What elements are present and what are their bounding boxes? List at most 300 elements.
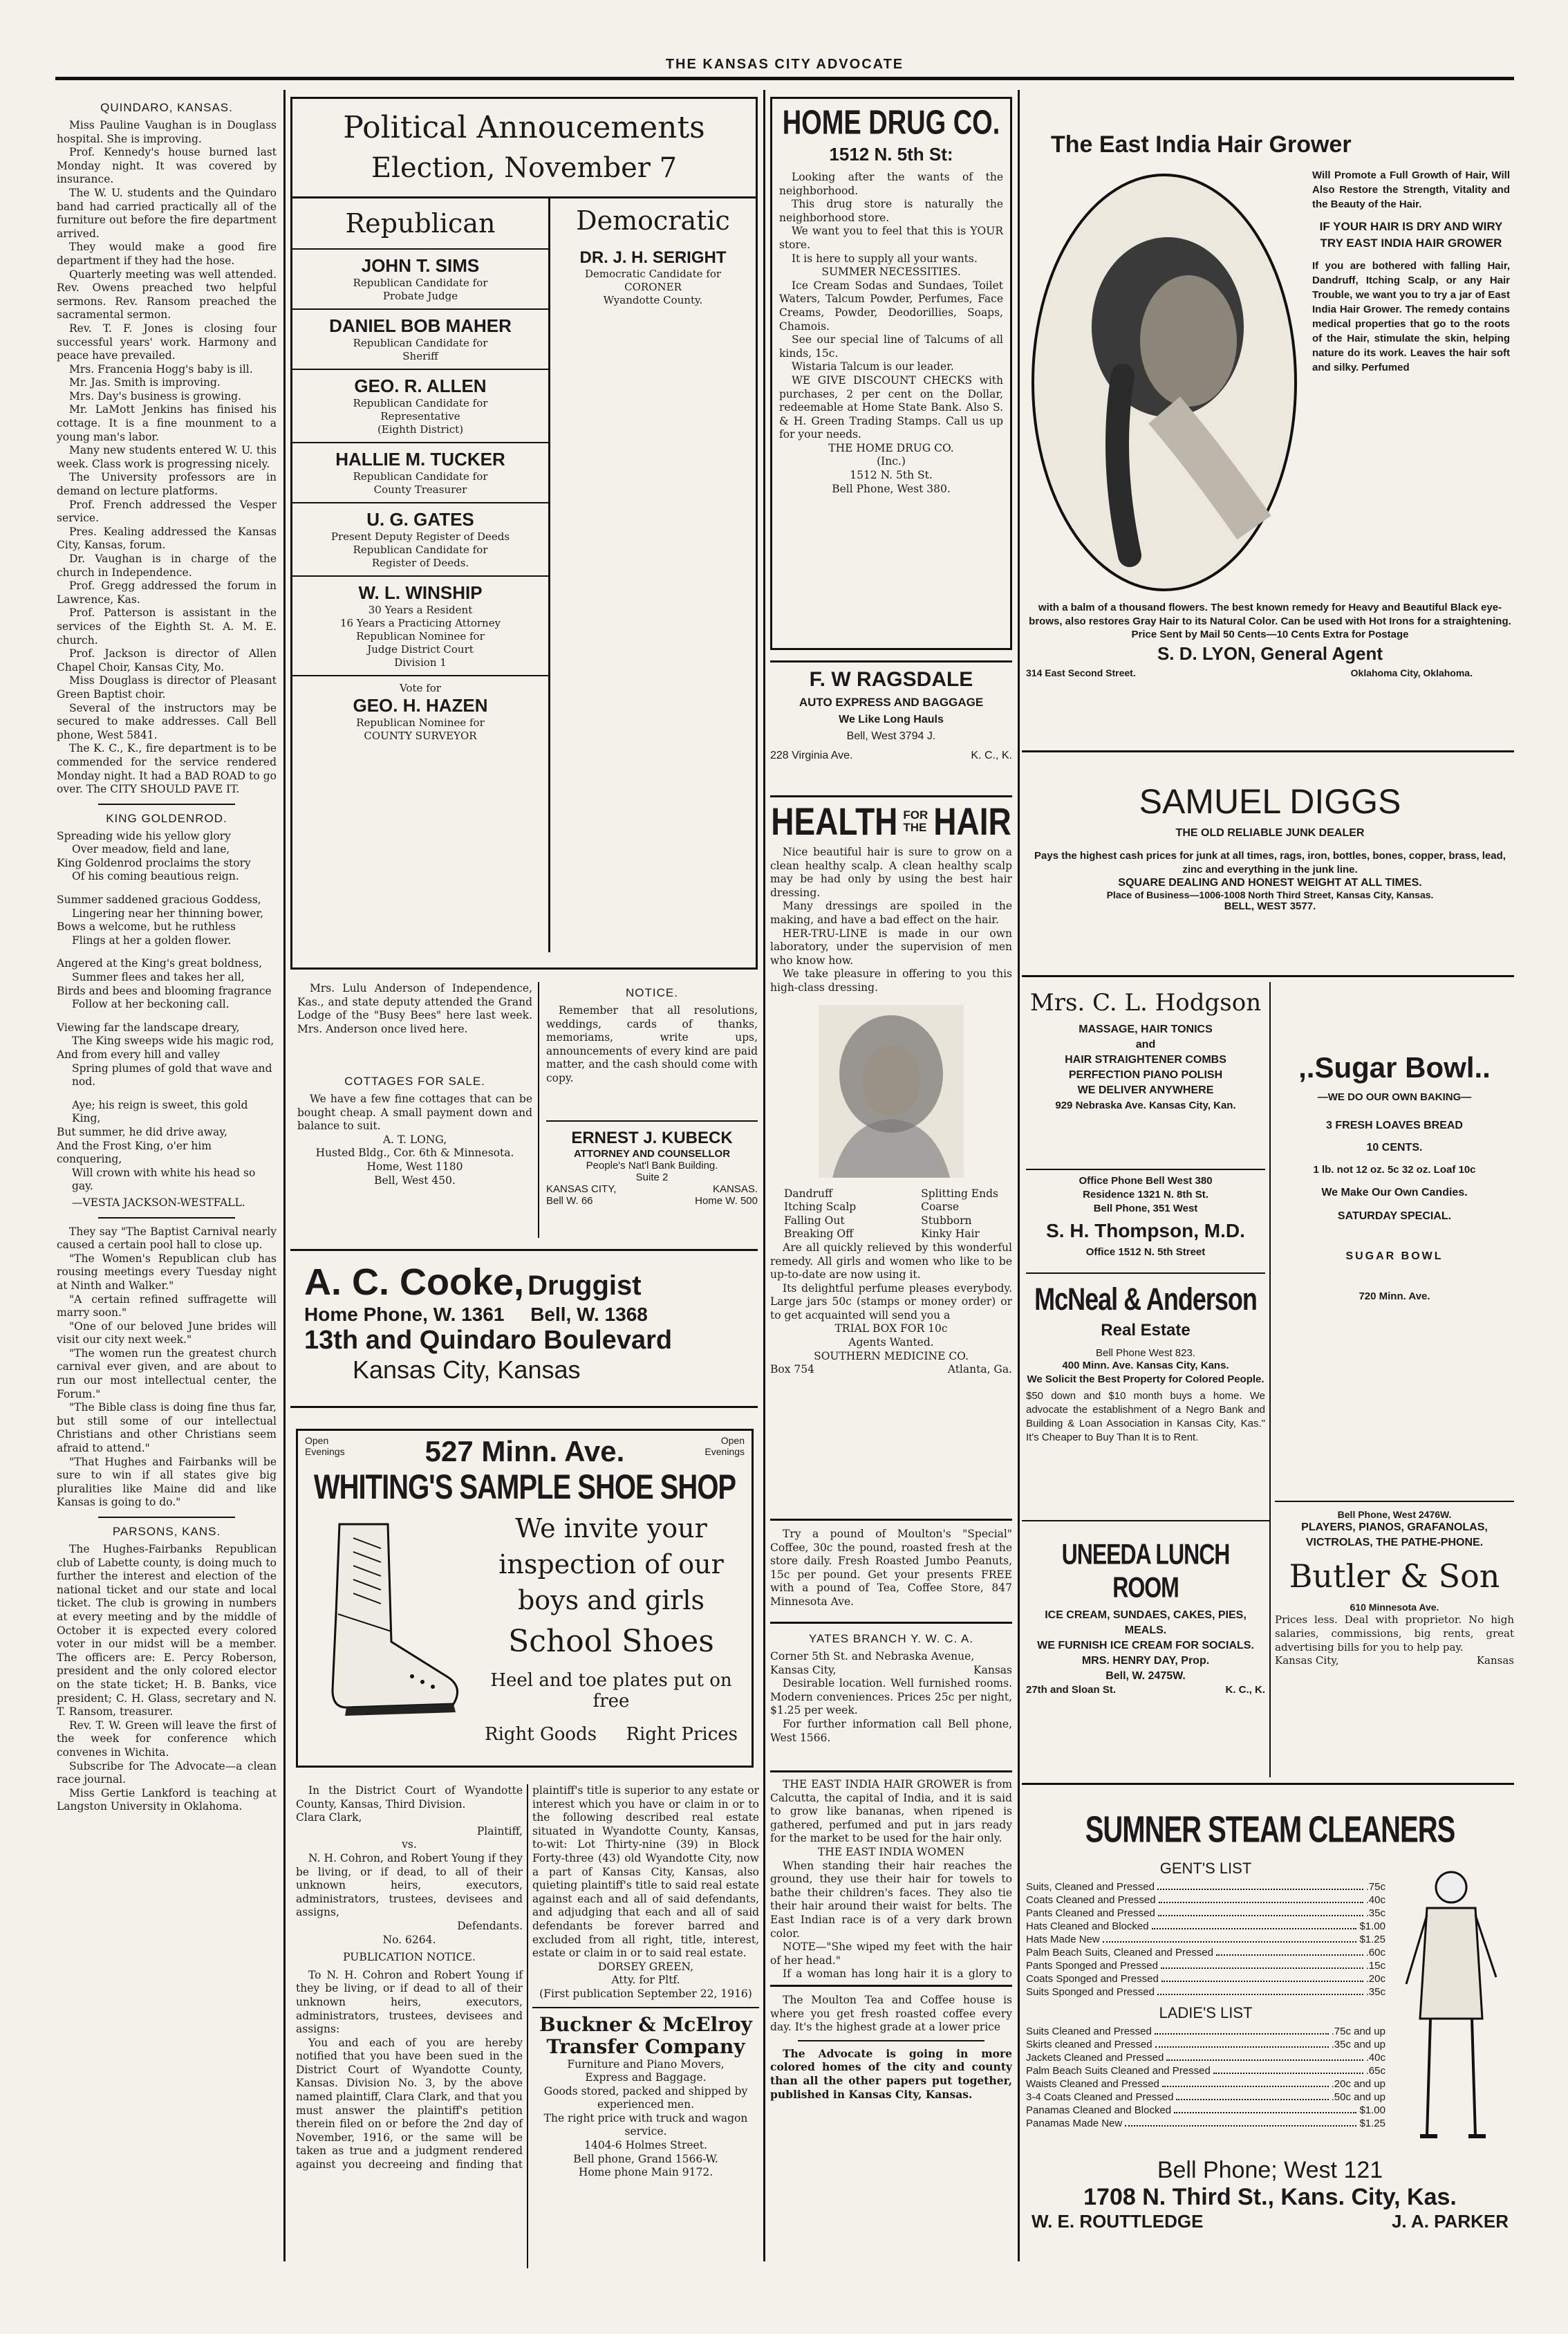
whiting-shoe-shop-ad xyxy=(296,1429,754,1768)
service-price: .35c and up xyxy=(1331,2039,1385,2050)
title-word: FOR xyxy=(903,808,928,822)
price-row xyxy=(1026,1893,1385,1907)
court-vs: vs. xyxy=(402,1838,417,1851)
cottages-heading: COTTAGES FOR SALE. xyxy=(344,1075,485,1088)
dot-leader xyxy=(1161,1972,1363,1982)
kubeck-bell-phone: Bell W. 66 xyxy=(546,1195,593,1207)
service-price: .40c xyxy=(1365,1894,1385,1906)
uneeda-line: ICE CREAM, SUNDAES, CAKES, PIES, MEALS. xyxy=(1045,1609,1247,1636)
poem-line: Summer flees and takes her all, xyxy=(72,971,245,984)
east-india-text: THE EAST INDIA HAIR GROWER is from Calcutta, the capital of India, and it is said to grow like bananas, when ripened is gathered, perfumed and put in jars ready for the market to be used for the hair only. xyxy=(770,1778,1012,1845)
cooke-address: 13th and Quindaro Boulevard xyxy=(304,1326,673,1355)
service-price: $1.25 xyxy=(1359,2118,1385,2129)
news-item: Mr. LaMott Jenkins has finised his cottage. It is a fine mounment to a young man's labor. xyxy=(57,403,277,443)
sumner-phone: Bell Phone; West 121 xyxy=(1157,2157,1383,2183)
poem-line: Viewing far the landscape dreary, xyxy=(57,1021,240,1034)
news-item: Many new students entered W. U. this week. Class work is progressing nicely. xyxy=(57,444,277,470)
kubeck-ad xyxy=(546,1120,758,1239)
mcneal-address: 400 Minn. Ave. Kansas City, Kans. xyxy=(1062,1360,1229,1371)
ywca-state: Kansas xyxy=(973,1663,1012,1676)
butler-city: Kansas City, xyxy=(1275,1654,1339,1667)
court-plaintiff: Clara Clark, xyxy=(296,1811,362,1824)
hair-grower-try: IF YOUR HAIR IS DRY AND WIRY TRY EAST INDIA HAIR GROWER xyxy=(1319,220,1503,250)
moulton-coffee-ad xyxy=(770,1519,1012,1611)
price-row xyxy=(1026,1985,1385,1999)
dot-leader xyxy=(1166,2051,1363,2061)
news-item: Prof. Patterson is assistant in the services of the Eighth St. A. M. E. church. xyxy=(57,606,277,647)
thompson-line: Residence 1321 N. 8th St. xyxy=(1083,1189,1208,1201)
east-india-text: NOTE—"She wiped my feet with the hair of her head." xyxy=(770,1941,1012,1967)
court-notice xyxy=(296,1784,759,2268)
political-announcements xyxy=(290,97,758,970)
goldenrod-poem xyxy=(57,830,277,1210)
poem-line: Bows a welcome, but he ruthless xyxy=(57,920,236,934)
cooke-bell-phone: Bell, W. 1368 xyxy=(530,1304,648,1325)
price-row xyxy=(1026,2091,1385,2104)
candidate-name: JOHN T. SIMS xyxy=(361,255,480,276)
thompson-name: S. H. Thompson, M.D. xyxy=(1046,1220,1245,1241)
mcneal-phone: Bell Phone West 823. xyxy=(1096,1347,1195,1359)
symptom: Kinky Hair xyxy=(921,1228,980,1241)
service-name: Pants Sponged and Pressed xyxy=(1026,1960,1158,1972)
service-name: Panamas Made New xyxy=(1026,2118,1123,2129)
uneeda-line: WE FURNISH ICE CREAM FOR SOCIALS. xyxy=(1037,1640,1254,1651)
hodgson-line: HAIR STRAIGHTENER COMBS xyxy=(1065,1054,1226,1066)
service-price: .75c and up xyxy=(1331,2026,1385,2037)
price-row xyxy=(1026,2104,1385,2117)
price-row xyxy=(1026,1972,1385,1985)
news-item: They say "The Baptist Carnival nearly caused a certain pool hall to close up. xyxy=(57,1225,277,1252)
candidate-desc: 16 Years a Practicing Attorney xyxy=(339,617,501,629)
poem-line: The King sweeps wide his magic rod, xyxy=(72,1035,274,1048)
kubeck-name: ERNEST J. KUBECK xyxy=(571,1129,733,1147)
candidate-desc: Republican Nominee for xyxy=(356,716,485,729)
hair-grower-title: The East India Hair Grower xyxy=(1051,131,1352,158)
price-row xyxy=(1026,1907,1385,1920)
service-name: Suits, Cleaned and Pressed xyxy=(1026,1881,1155,1893)
service-name: Hats Cleaned and Blocked xyxy=(1026,1920,1149,1932)
diggs-text: Pays the highest cash prices for junk at all times, rags, iron, bottles, bones, copper, brass, lead, zinc and everything in the junk line. xyxy=(1034,850,1506,876)
court-text: In the District Court of Wyandotte County, Kansas, Third Division. xyxy=(296,1784,523,1810)
ragsdale-city: K. C., K. xyxy=(971,750,1012,761)
atlanta-city: Atlanta, Ga. xyxy=(947,1363,1012,1376)
dot-leader xyxy=(1174,2104,1356,2113)
poem-author: —VESTA JACKSON-WESTFALL. xyxy=(72,1196,245,1209)
thompson-office: Office 1512 N. 5th Street xyxy=(1085,1246,1206,1258)
news-item: "One of our beloved June brides will visit our city next week." xyxy=(57,1319,277,1346)
symptom: Stubborn xyxy=(921,1214,972,1227)
service-name: Panamas Cleaned and Blocked xyxy=(1026,2104,1172,2116)
court-case-number: No. 6264. xyxy=(382,1933,436,1946)
cooke-trade: Druggist xyxy=(528,1270,642,1301)
buckner-address: 1404-6 Holmes Street. xyxy=(584,2139,707,2152)
candidate-desc: Republican Nominee for xyxy=(356,630,485,642)
dot-leader xyxy=(1159,1893,1363,1903)
candidate xyxy=(292,250,548,310)
service-name: Skirts cleaned and Pressed xyxy=(1026,2039,1152,2050)
diggs-text: SQUARE DEALING AND HONEST WEIGHT AT ALL TIMES. xyxy=(1118,877,1422,889)
price-row xyxy=(1026,2038,1385,2051)
ywca-ad xyxy=(770,1622,1012,1762)
box-number: Box 754 xyxy=(770,1363,814,1376)
dot-leader xyxy=(1162,2077,1329,2087)
sugar-bowl-line: 3 FRESH LOAVES BREAD xyxy=(1326,1120,1463,1131)
sumner-name: SUMNER STEAM CLEANERS xyxy=(1085,1809,1455,1851)
health-hair-text: Its delightful perfume pleases everybody. Large jars 50c (stamps or money order) or to get acquainted will send you a xyxy=(770,1281,1012,1322)
health-hair-title xyxy=(770,799,1012,844)
candidate-desc: County Treasurer xyxy=(373,483,467,496)
candidate xyxy=(550,243,756,313)
cottages-text: We have a few fine cottages that can be bought cheap. A small payment down and balance to suit. xyxy=(297,1093,532,1133)
they-say-column xyxy=(57,1225,277,1510)
hodgson-address: 929 Nebraska Ave. Kansas City, Kan. xyxy=(1055,1100,1236,1111)
service-name: Hats Made New xyxy=(1026,1934,1100,1945)
east-india-text: When standing their hair reaches the ground, they use their hair for towels to bathe their children's faces. They also tie their hair around their waist for belts. The East Indian race is of a very dark brown color. xyxy=(770,1859,1012,1940)
home-drug-text: This drug store is naturally the neighborhood store. xyxy=(779,198,1003,224)
home-drug-ad xyxy=(770,97,1012,650)
candidate-name: W. L. WINSHIP xyxy=(358,582,483,603)
service-price: .35c xyxy=(1365,1907,1385,1919)
ladies-list-heading: LADIE'S LIST xyxy=(1159,2004,1253,2021)
candidate-desc: Sheriff xyxy=(402,350,438,362)
diggs-name: SAMUEL DIGGS xyxy=(1139,782,1401,821)
price-row xyxy=(1026,1946,1385,1959)
service-name: Suits Cleaned and Pressed xyxy=(1026,2026,1152,2037)
gents-price-list xyxy=(1026,1880,1385,1999)
candidate-desc: Probate Judge xyxy=(382,290,458,302)
home-drug-address-2: 1512 N. 5th St. xyxy=(850,469,933,482)
news-item: Mrs. Lulu Anderson of Independence, Kas., and state deputy attended the Grand Lodge of the "Busy Bees" here last week. Mrs. Anderson once lived here. xyxy=(297,982,532,1035)
mcneal-anderson-ad xyxy=(1026,1272,1265,1516)
ywca-address: Corner 5th St. and Nebraska Avenue, xyxy=(770,1650,975,1662)
news-item: Miss Pauline Vaughan is in Douglass hospital. She is improving. xyxy=(57,119,277,145)
home-drug-inc: (Inc.) xyxy=(877,455,906,468)
gentleman-figure-icon xyxy=(1385,1860,1510,2150)
news-item: The University professors are in demand on lecture platforms. xyxy=(57,471,277,498)
candidate-desc: Judge District Court xyxy=(367,643,474,656)
hodgson-line: and xyxy=(1135,1039,1156,1050)
court-first-publication: (First publication September 22, 1916) xyxy=(539,1987,752,2000)
sugar-bowl-line: 1 lb. not 12 oz. 5c 32 oz. Loaf 10c xyxy=(1313,1164,1476,1176)
ywca-city: Kansas City, xyxy=(770,1663,837,1676)
dot-leader xyxy=(1213,2064,1363,2074)
news-item: They would make a good fire department if they had the hose. xyxy=(57,241,277,267)
buckner-company: Transfer Company xyxy=(546,2035,745,2058)
poem-line: But summer, he did drive away, xyxy=(57,1125,227,1138)
cottages-ad xyxy=(297,1071,532,1237)
sumner-address: 1708 N. Third St., Kans. City, Kas. xyxy=(1083,2184,1457,2210)
cottages-home-phone: Home, West 1180 xyxy=(366,1160,463,1173)
candidate-desc: Present Deputy Register of Deeds xyxy=(330,530,510,543)
ywca-text: Desirable location. Well furnished rooms. Modern conveniences. Prices 25c per night, $1.25 per week. xyxy=(770,1677,1012,1717)
ragsdale-line: We Like Long Hauls xyxy=(839,714,944,725)
diggs-address: Place of Business—1006-1008 North Third Street, Kansas City, Kansas. xyxy=(1106,889,1434,900)
cottages-address: Husted Bldg., Cor. 6th & Minnesota. xyxy=(315,1147,514,1160)
dot-leader xyxy=(1125,2117,1356,2127)
buckner-home-phone: Home phone Main 9172. xyxy=(578,2166,713,2179)
sugar-bowl-ad xyxy=(1275,982,1514,1397)
service-name: Waists Cleaned and Pressed xyxy=(1026,2078,1159,2090)
news-item: Mrs. Day's business is growing. xyxy=(69,389,242,402)
service-price: $1.00 xyxy=(1359,1920,1385,1932)
woman-oval-portrait xyxy=(1026,168,1303,597)
republican-column xyxy=(292,198,550,952)
news-item: "The Women's Republican club has rousing meetings every Tuesday night at Ninth and Walker." xyxy=(57,1252,277,1292)
boot-icon xyxy=(298,1510,471,1732)
cooke-home-phone: Home Phone, W. 1361 xyxy=(304,1304,505,1325)
news-item: "The Bible class is doing fine thus far, but still some of our intellectual Christians and other Christians seem afraid to attend." xyxy=(57,1401,277,1455)
column-local-news xyxy=(57,97,277,2268)
trial-box: TRIAL BOX FOR 10c xyxy=(834,1322,948,1335)
ywca-text: For further information call Bell phone, West 1566. xyxy=(770,1717,1012,1744)
buckner-name: Buckner & McElroy xyxy=(539,2012,752,2036)
home-drug-text: WE GIVE DISCOUNT CHECKS with purchases, 2 per cent on the Dollar, redeemable at Home State Bank. Also S. & H. Green Trading Stamps. Call us up for your needs. xyxy=(779,373,1003,441)
butler-address: 610 Minnesota Ave. xyxy=(1350,1602,1439,1613)
news-item: Mrs. Francenia Hogg's baby is ill. xyxy=(69,362,253,376)
butler-name: Butler & Son xyxy=(1289,1557,1500,1595)
ragsdale-line: AUTO EXPRESS AND BAGGAGE xyxy=(799,696,984,709)
poem-line: Spring plumes of gold that wave and nod. xyxy=(72,1062,272,1089)
poem-line: Spreading wide his yellow glory xyxy=(57,829,231,842)
sugar-bowl-line: SATURDAY SPECIAL. xyxy=(1337,1210,1452,1222)
butler-products: PLAYERS, PIANOS, GRAFANOLAS, VICTROLAS, THE PATHE-PHONE. xyxy=(1301,1521,1488,1548)
southern-medicine-co: SOUTHERN MEDICINE CO. xyxy=(814,1349,969,1362)
advocate-note: The Advocate is going in more colored homes of the city and county than all the other papers put together, published in Kansas City, Kansas. xyxy=(770,2046,1012,2101)
health-hair-text: Many dressings are spoiled in the making, and have a bad effect on the hair. xyxy=(770,900,1012,926)
uneeda-phone: Bell, W. 2475W. xyxy=(1105,1670,1186,1682)
butler-son-ad xyxy=(1275,1501,1514,1779)
buckner-line: The right price with truck and wagon service. xyxy=(543,2111,748,2138)
whiting-name: WHITING'S SAMPLE SHOE SHOP xyxy=(313,1468,736,1507)
candidate-pre: Vote for xyxy=(400,682,441,694)
service-price: $1.00 xyxy=(1359,2104,1385,2116)
service-name: Suits Sponged and Pressed xyxy=(1026,1986,1155,1998)
service-name: Palm Beach Suits, Cleaned and Pressed xyxy=(1026,1947,1213,1958)
news-item: Mr. Jas. Smith is improving. xyxy=(69,376,221,389)
news-item: Rev. T. W. Green will leave the first of the week for conference which convenes in Wichita. xyxy=(57,1719,277,1759)
buckner-bell-phone: Bell phone, Grand 1566-W. xyxy=(573,2152,718,2165)
sumner-owner: W. E. ROUTTLEDGE xyxy=(1032,2211,1204,2232)
service-price: .50c and up xyxy=(1331,2091,1385,2103)
title-word: HEALTH xyxy=(771,799,898,844)
dot-leader xyxy=(1158,1907,1363,1916)
mcneal-name: McNeal & Anderson xyxy=(1034,1281,1257,1317)
republican-heading: Republican xyxy=(292,198,548,250)
service-price: .20c xyxy=(1365,1973,1385,1985)
service-price: .60c xyxy=(1365,1947,1385,1958)
price-row xyxy=(1026,2077,1385,2091)
poem-line: Flings at her a golden flower. xyxy=(72,934,232,947)
notice-heading: NOTICE. xyxy=(626,986,678,999)
samuel-diggs-ad xyxy=(1026,761,1514,968)
kubeck-suite: Suite 2 xyxy=(635,1171,669,1183)
butler-text: Prices less. Deal with proprietor. No high salaries, commissions, big rents, great advertising bills for you to help pay. xyxy=(1275,1613,1514,1654)
butler-state: Kansas xyxy=(1476,1654,1514,1667)
candidate-desc: 30 Years a Resident xyxy=(368,604,473,616)
cooke-name: A. C. Cooke, xyxy=(304,1261,525,1303)
news-item: The K. C., K., fire department is to be commended for the service rendered Monday night. It had a BAD ROAD to go over. The CITY SHOULD PAVE IT. xyxy=(57,742,277,796)
title-word: THE xyxy=(903,821,927,834)
news-item: Prof. French addressed the Vesper service. xyxy=(57,498,277,525)
home-drug-title: HOME DRUG CO. xyxy=(782,104,1000,142)
democratic-column xyxy=(550,198,756,952)
price-row xyxy=(1026,1920,1385,1933)
hair-grower-text: Will Promote a Full Growth of Hair, Will Also Restore the Strength, Vitality and the Beauty of the Hair. xyxy=(1312,169,1510,210)
right-prices: Right Prices xyxy=(626,1724,738,1745)
candidate xyxy=(292,676,548,748)
candidate xyxy=(292,310,548,370)
price-row xyxy=(1026,2025,1385,2038)
hair-grower-text: If you are bothered with falling Hair, Dandruff, Itching Scalp, or any Hair Trouble, we want you to try a jar of East India Hair Grower. The remedy contains medical properties that go to the roots of the Hair, stimulate the skin, helping nature do its work. Leaves the hair soft and silky. Perfumed xyxy=(1312,260,1510,373)
uneeda-address: 27th and Sloan St. xyxy=(1026,1684,1117,1696)
poem-line: Over meadow, field and lane, xyxy=(72,843,230,856)
ragsdale-name: F. W RAGSDALE xyxy=(809,668,973,691)
service-price: .35c xyxy=(1365,1986,1385,1998)
sugar-bowl-name: ,.Sugar Bowl.. xyxy=(1298,1051,1491,1084)
news-item: The Hughes-Fairbanks Republican club of Labette county, is doing much to further the interest and election of the national ticket and our state and local ticket. The club is growing in numbers at every meeting and by the middle of October it is expected every colored voter in our midst will be a member. The officers are: E. Percy Roberson, president and the only colored elector on the state ticket; H. B. Banks, vice president; C. H. Glass, secretary and N. T. Ransom, treasurer. xyxy=(57,1543,277,1719)
uneeda-lunch-room-ad xyxy=(1026,1532,1265,1774)
poem-line: And from every hill and valley xyxy=(57,1048,221,1061)
buckner-line: Furniture and Piano Movers, xyxy=(567,2057,725,2071)
notice-text: Remember that all resolutions, weddings, cards of thanks, memoriams, write ups, announcements of every kind are paid matter, and the cash should come with copy. xyxy=(546,1004,758,1084)
east-india-hair-grower-ad xyxy=(1026,97,1514,740)
uneeda-proprietor: MRS. HENRY DAY, Prop. xyxy=(1081,1655,1210,1667)
whiting-invite: We invite your inspection of our boys and girls xyxy=(498,1513,724,1615)
dot-leader xyxy=(1155,2038,1329,2048)
sugar-bowl-line: SUGAR BOWL xyxy=(1345,1250,1444,1262)
price-row xyxy=(1026,1959,1385,1972)
price-row xyxy=(1026,1880,1385,1893)
health-hair-text: Are all quickly relieved by this wonderful remedy. All girls and women who like to be up-to-date are now using it. xyxy=(770,1241,1012,1281)
summer-necessities: SUMMER NECESSITIES. xyxy=(821,266,961,279)
news-item: Miss Gertie Lankford is teaching at Langston University in Oklahoma. xyxy=(57,1786,277,1813)
price-row xyxy=(1026,2064,1385,2077)
service-price: .40c xyxy=(1365,2052,1385,2064)
service-name: Coats Sponged and Pressed xyxy=(1026,1973,1159,1985)
hair-grower-agent: S. D. LYON, General Agent xyxy=(1157,643,1383,664)
quindaro-heading: QUINDARO, KANSAS. xyxy=(100,101,233,114)
candidate-desc: CORONER xyxy=(624,281,682,293)
candidate-desc: Republican Candidate for xyxy=(353,470,488,483)
thompson-ad xyxy=(1026,1169,1265,1267)
service-name: Palm Beach Suits Cleaned and Pressed xyxy=(1026,2065,1211,2077)
butler-phone: Bell Phone, West 2476W. xyxy=(1337,1509,1452,1520)
news-item: Quarterly meeting was well attended. Rev. Owens preached two helpful sermons. Rev. Ransom preached the sacramental sermon. xyxy=(57,268,277,322)
hair-grower-address: 314 East Second Street. xyxy=(1026,667,1136,678)
news-item: "That Hughes and Fairbanks will be sure to win if all states give big pluralities like Maine did and like Kansas is going to do." xyxy=(57,1455,277,1509)
symptom: Breaking Off xyxy=(784,1228,854,1241)
candidate-name: GEO. H. HAZEN xyxy=(353,695,488,716)
hodgson-name: Mrs. C. L. Hodgson xyxy=(1029,989,1262,1017)
agents-wanted: Agents Wanted. xyxy=(848,1336,934,1349)
poem-line: Lingering near her thinning bower, xyxy=(72,907,264,920)
poem-line: Follow at her beckoning call. xyxy=(72,998,230,1011)
home-drug-text: See our special line of Talcums of all kinds, 15c. xyxy=(779,333,1003,360)
poem-line: Aye; his reign is sweet, this gold King, xyxy=(72,1098,248,1125)
candidate-name: GEO. R. ALLEN xyxy=(354,376,487,396)
news-item: Rev. T. F. Jones is closing four successful years' work. Harmony and peace have prevailed. xyxy=(57,322,277,362)
buckner-line: Goods stored, packed and shipped by experienced men. xyxy=(543,2084,748,2111)
boot-illustration xyxy=(298,1510,471,1732)
candidate-desc: Republican Candidate for xyxy=(353,337,488,349)
court-signature: DORSEY GREEN, xyxy=(597,1960,694,1973)
court-attorney: Atty. for Pltf. xyxy=(611,1974,680,1987)
east-india-text: If a woman has long hair it is a glory to xyxy=(783,1967,1012,1980)
sugar-bowl-subtitle: —WE DO OUR OWN BAKING— xyxy=(1317,1091,1472,1103)
mcneal-text: $50 down and $10 month buys a home. We advocate the establishment of a Negro Bank and Building & Loan Association in Kansas City, Kas." It's Cheaper to Buy Than It is to Rent. xyxy=(1026,1390,1265,1443)
candidate-desc: Republican Candidate for xyxy=(353,277,488,289)
uneeda-city: K. C., K. xyxy=(1225,1684,1265,1696)
hodgson-line: WE DELIVER ANYWHERE xyxy=(1077,1084,1214,1096)
buckner-line: Express and Baggage. xyxy=(585,2071,707,2084)
candidate-desc: Division 1 xyxy=(394,656,447,669)
whiting-address: 527 Minn. Ave. xyxy=(424,1435,625,1467)
court-plaintiff-label: Plaintiff, xyxy=(476,1824,523,1837)
ragsdale-ad xyxy=(770,660,1012,794)
news-item: Miss Douglass is director of Pleasant Green Baptist choir. xyxy=(57,674,277,701)
sugar-bowl-line: 10 CENTS. xyxy=(1366,1142,1423,1154)
kubeck-state: KANSAS. xyxy=(712,1183,758,1195)
home-drug-address: 1512 N. 5th St: xyxy=(829,144,953,165)
whiting-heel-plates: Heel and toe plates put on free xyxy=(490,1670,732,1712)
whiting-school-shoes: School Shoes xyxy=(508,1624,714,1659)
woman-portrait-icon xyxy=(819,1005,964,1178)
goldenrod-heading: KING GOLDENROD. xyxy=(106,811,227,825)
cottages-name: A. T. LONG, xyxy=(382,1133,447,1146)
poem-line: Birds and bees and blooming fragrance xyxy=(57,984,272,997)
parsons-news xyxy=(57,1543,277,1814)
mcneal-text: We Solicit the Best Property for Colored People. xyxy=(1027,1373,1264,1385)
kubeck-home-phone: Home W. 500 xyxy=(695,1195,758,1207)
home-drug-text: Ice Cream Sodas and Sundaes, Toilet Waters, Talcum Powder, Perfumes, Face Creams, Powder, Deodorillies, Soaps, Chamois. xyxy=(779,279,1003,333)
symptom: Dandruff xyxy=(784,1187,832,1200)
dot-leader xyxy=(1216,1946,1363,1956)
health-hair-ad xyxy=(770,795,1012,1517)
home-drug-signature: THE HOME DRUG CO. xyxy=(828,441,954,454)
candidate-desc: Democratic Candidate for xyxy=(584,268,722,280)
publication-notice-heading: PUBLICATION NOTICE. xyxy=(343,1951,476,1964)
symptom: Itching Scalp xyxy=(784,1201,857,1214)
candidate-name: HALLIE M. TUCKER xyxy=(335,449,505,470)
ragsdale-address: 228 Virginia Ave. xyxy=(770,750,853,761)
dot-leader xyxy=(1176,2091,1328,2100)
woman-portrait-illustration xyxy=(819,1005,964,1178)
home-drug-text: Wistaria Talcum is our leader. xyxy=(792,360,954,373)
democratic-heading: Democratic xyxy=(576,205,730,236)
poem-line: Of his coming beautious reign. xyxy=(72,870,239,883)
price-row xyxy=(1026,2117,1385,2130)
news-item: The W. U. students and the Quindaro band had carried practically all of the furniture out before the fire department arrived. xyxy=(57,186,277,240)
sugar-bowl-address: 720 Minn. Ave. xyxy=(1359,1290,1430,1302)
ywca-heading: YATES BRANCH Y. W. C. A. xyxy=(808,1632,974,1645)
kubeck-city: KANSAS CITY, xyxy=(546,1183,617,1195)
service-price: .15c xyxy=(1365,1960,1385,1972)
service-name: 3-4 Coats Cleaned and Pressed xyxy=(1026,2091,1174,2103)
news-item: Prof. Jackson is director of Allen Chapel Choir, Kansas City, Mo. xyxy=(57,647,277,674)
anderson-note xyxy=(297,982,532,1065)
health-hair-text: Nice beautiful hair is sure to grow on a clean healthy scalp. A clean healthy scalp may be had only by using the best hair dressing. xyxy=(770,846,1012,899)
home-drug-text: Looking after the wants of the neighborhood. xyxy=(779,171,1003,197)
uneeda-name: UNEEDA LUNCH ROOM xyxy=(1061,1537,1230,1604)
dot-leader xyxy=(1161,1959,1363,1969)
candidate-desc: Wyandotte County. xyxy=(603,294,703,306)
moulton-text: Try a pound of Moulton's "Special" Coffee, 30c the pound, roasted fresh at the store daily. Fresh Roasted Jumbo Peanuts, 15c per pound. Get your presents FREE with a pound of Tea, Coffee Store, 847 Minnesota Ave. xyxy=(770,1528,1012,1608)
candidate-name: DANIEL BOB MAHER xyxy=(329,315,512,336)
political-subtitle: Election, November 7 xyxy=(371,152,678,184)
mcneal-subtitle: Real Estate xyxy=(1101,1321,1191,1340)
service-name: Coats Cleaned and Pressed xyxy=(1026,1894,1156,1906)
symptom: Splitting Ends xyxy=(921,1187,998,1200)
